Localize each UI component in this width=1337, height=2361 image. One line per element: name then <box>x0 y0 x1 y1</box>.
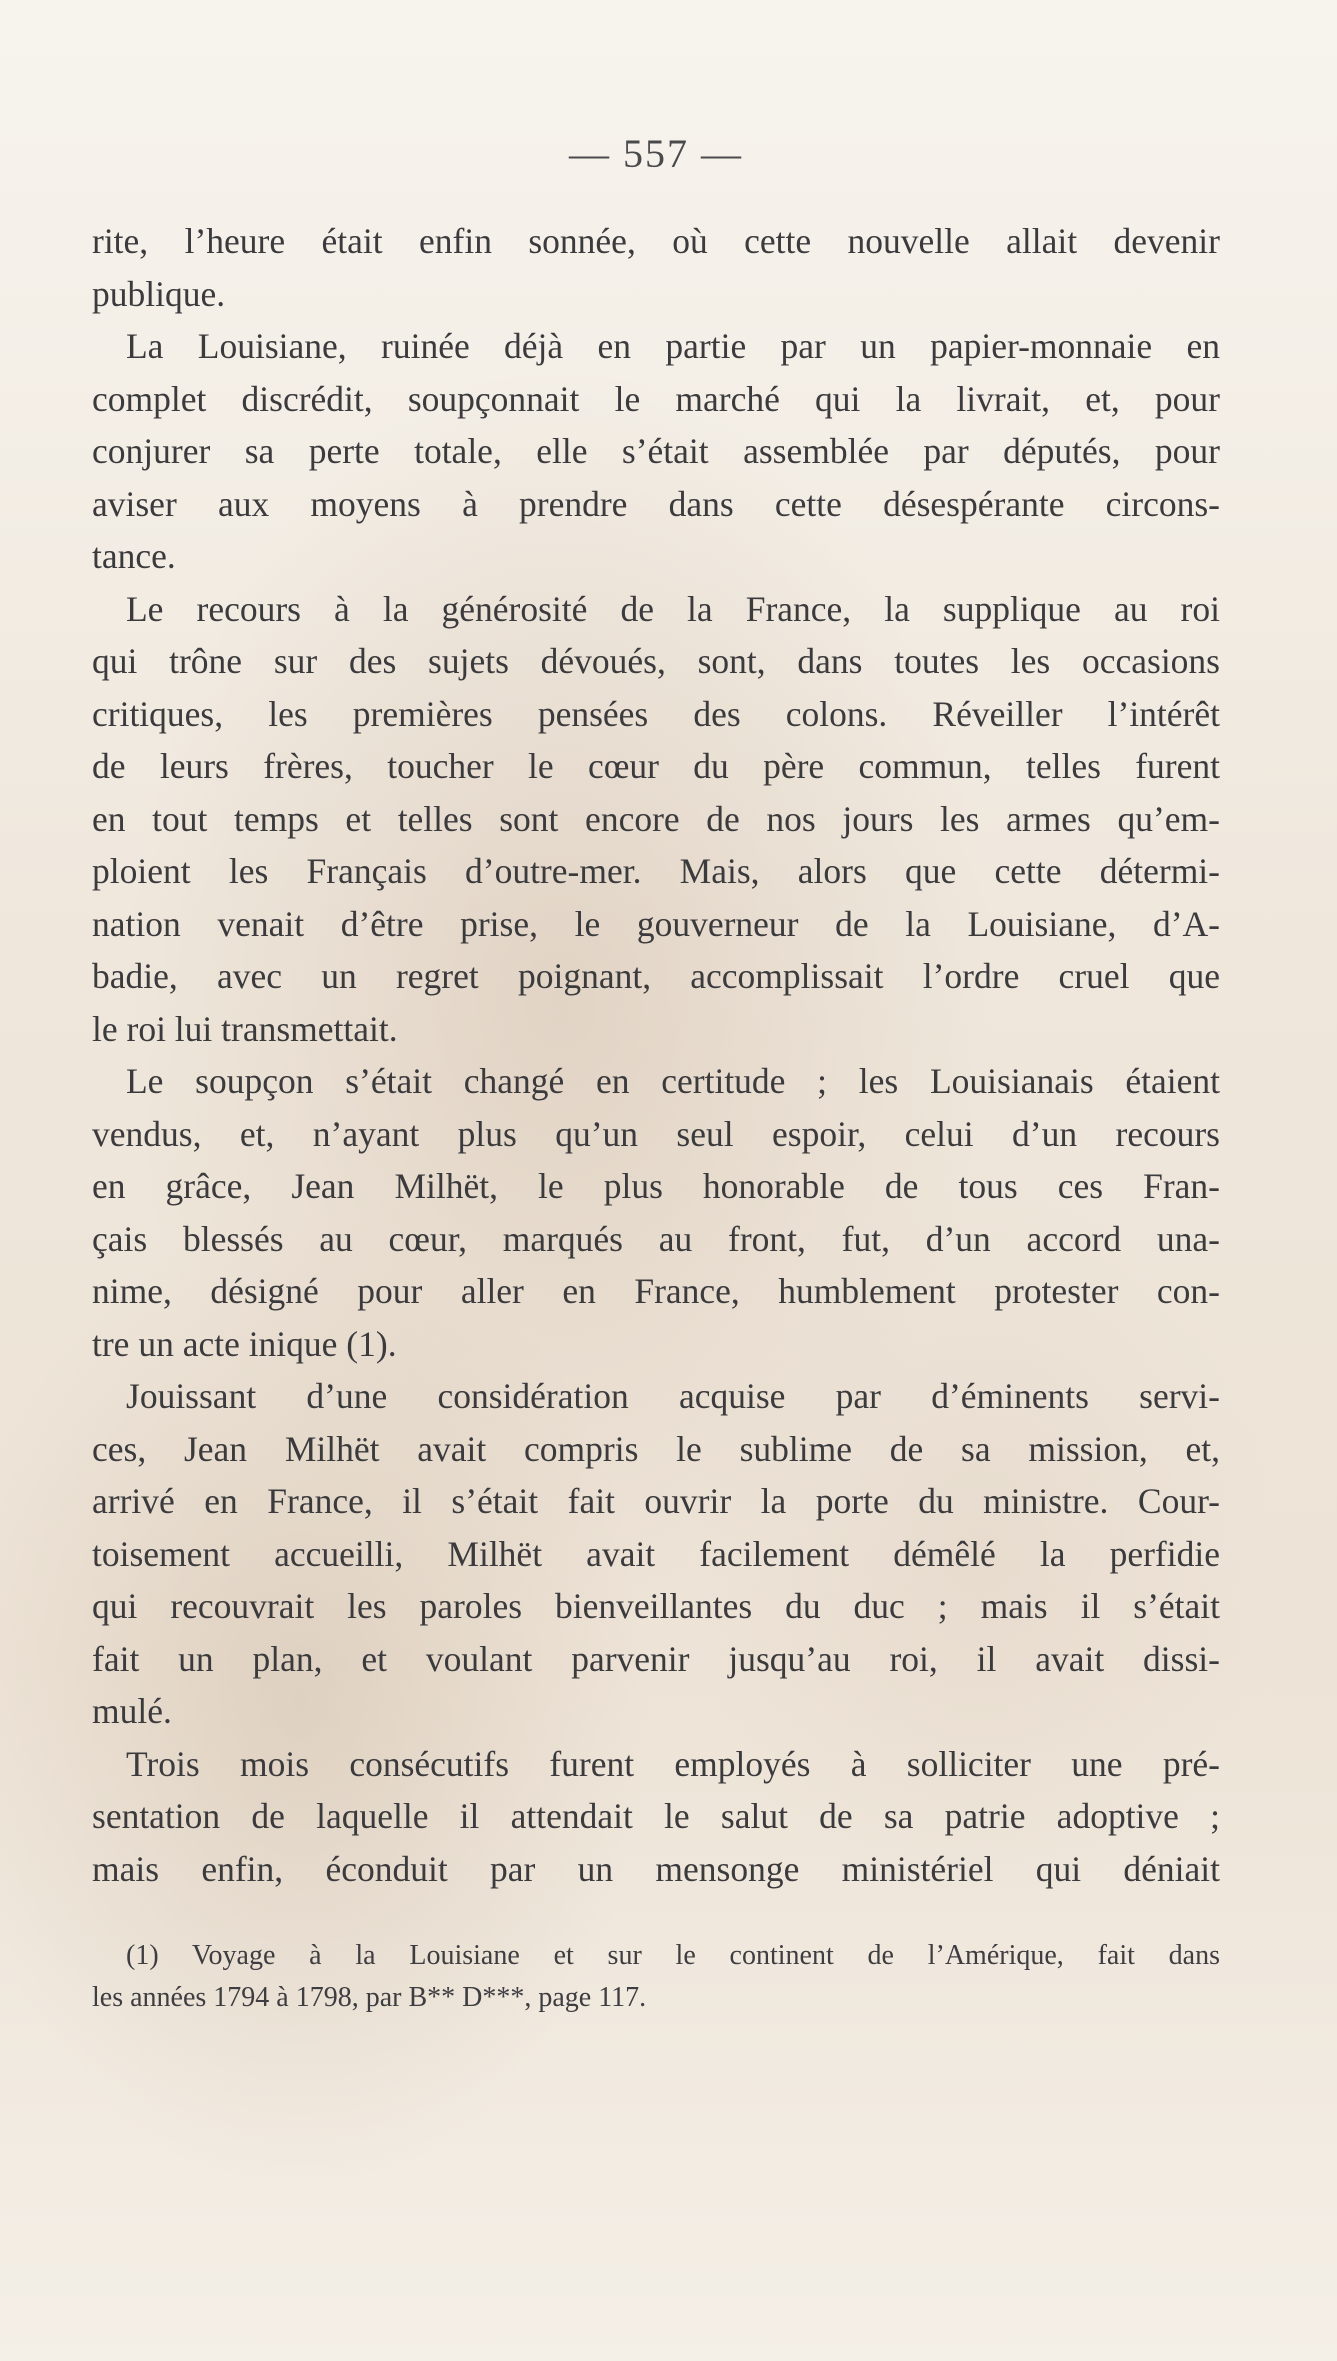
text-line: complet discrédit, soupçonnait le marché qui la livrait, et, pour <box>92 378 1220 419</box>
body-text <box>92 215 1220 1895</box>
text-line: Trois mois consécutifs furent employés à solliciter une pré- <box>126 1743 1220 1784</box>
footnote-line: les années 1794 à 1798, par B** D***, page 117. <box>92 1982 647 2013</box>
text-line: vendus, et, n’ayant plus qu’un seul espoir, celui d’un recours <box>92 1113 1220 1154</box>
text-line: nation venait d’être prise, le gouverneur de la Louisiane, d’A- <box>92 903 1220 944</box>
text-line: critiques, les premières pensées des colons. Réveiller l’intérêt <box>92 693 1220 734</box>
paragraph-2 <box>92 320 1220 583</box>
text-line: mais enfin, éconduit par un mensonge ministériel qui déniait <box>92 1848 1220 1889</box>
paragraph-3 <box>92 583 1220 1056</box>
text-line: conjurer sa perte totale, elle s’était assemblée par députés, pour <box>92 431 1220 471</box>
text-line: Le soupçon s’était changé en certitude ; les Louisianais étaient <box>126 1061 1220 1101</box>
text-block <box>92 130 1220 2019</box>
text-line: arrivé en France, il s’était fait ouvrir la porte du ministre. Cour- <box>92 1481 1220 1521</box>
text-line: mulé. <box>92 1691 172 1731</box>
text-line: fait un plan, et voulant parvenir jusqu’au roi, il avait dissi- <box>92 1638 1220 1679</box>
text-line: La Louisiane, ruinée déjà en partie par un papier-monnaie en <box>126 326 1220 366</box>
footnote-line: (1) Voyage à la Louisiane et sur le continent de l’Amérique, fait dans <box>126 1940 1220 1971</box>
text-line: le roi lui transmettait. <box>92 1008 398 1049</box>
paragraph-5 <box>92 1370 1220 1738</box>
text-line: en tout temps et telles sont encore de nos jours les armes qu’em- <box>92 798 1220 839</box>
text-line: çais blessés au cœur, marqués au front, fut, d’un accord una- <box>92 1218 1220 1259</box>
paragraph-6 <box>92 1738 1220 1896</box>
text-line: badie, avec un regret poignant, accomplissait l’ordre cruel que <box>92 956 1220 996</box>
text-line: sentation de laquelle il attendait le salut de sa patrie adoptive ; <box>92 1796 1220 1836</box>
paragraph-4 <box>92 1055 1220 1370</box>
text-line: de leurs frères, toucher le cœur du père commun, telles furent <box>92 746 1220 786</box>
text-line: publique. <box>92 273 226 314</box>
text-line: en grâce, Jean Milhët, le plus honorable de tous ces Fran- <box>92 1166 1220 1206</box>
page-number: — 557 — <box>569 131 743 176</box>
paragraph-1 <box>92 215 1220 320</box>
footnote <box>92 1935 1220 2019</box>
text-line: aviser aux moyens à prendre dans cette désespérante circons- <box>92 483 1220 524</box>
text-line: toisement accueilli, Milhët avait facilement démêlé la perfidie <box>92 1533 1220 1574</box>
text-line: ploient les Français d’outre-mer. Mais, alors que cette détermi- <box>92 851 1220 891</box>
text-line: ces, Jean Milhët avait compris le sublime de sa mission, et, <box>92 1428 1220 1469</box>
text-line: qui recouvrait les paroles bienveillantes du duc ; mais il s’était <box>92 1586 1220 1626</box>
text-line: Jouissant d’une considération acquise par d’éminents servi- <box>126 1376 1220 1416</box>
text-line: nime, désigné pour aller en France, humblement protester con- <box>92 1271 1220 1311</box>
text-line: tance. <box>92 536 176 576</box>
text-line: qui trône sur des sujets dévoués, sont, dans toutes les occasions <box>92 641 1220 681</box>
text-line: tre un acte inique (1). <box>92 1323 397 1364</box>
text-line: Le recours à la générosité de la France, la supplique au roi <box>126 588 1220 629</box>
text-line: rite, l’heure était enfin sonnée, où cette nouvelle allait devenir <box>92 221 1220 261</box>
